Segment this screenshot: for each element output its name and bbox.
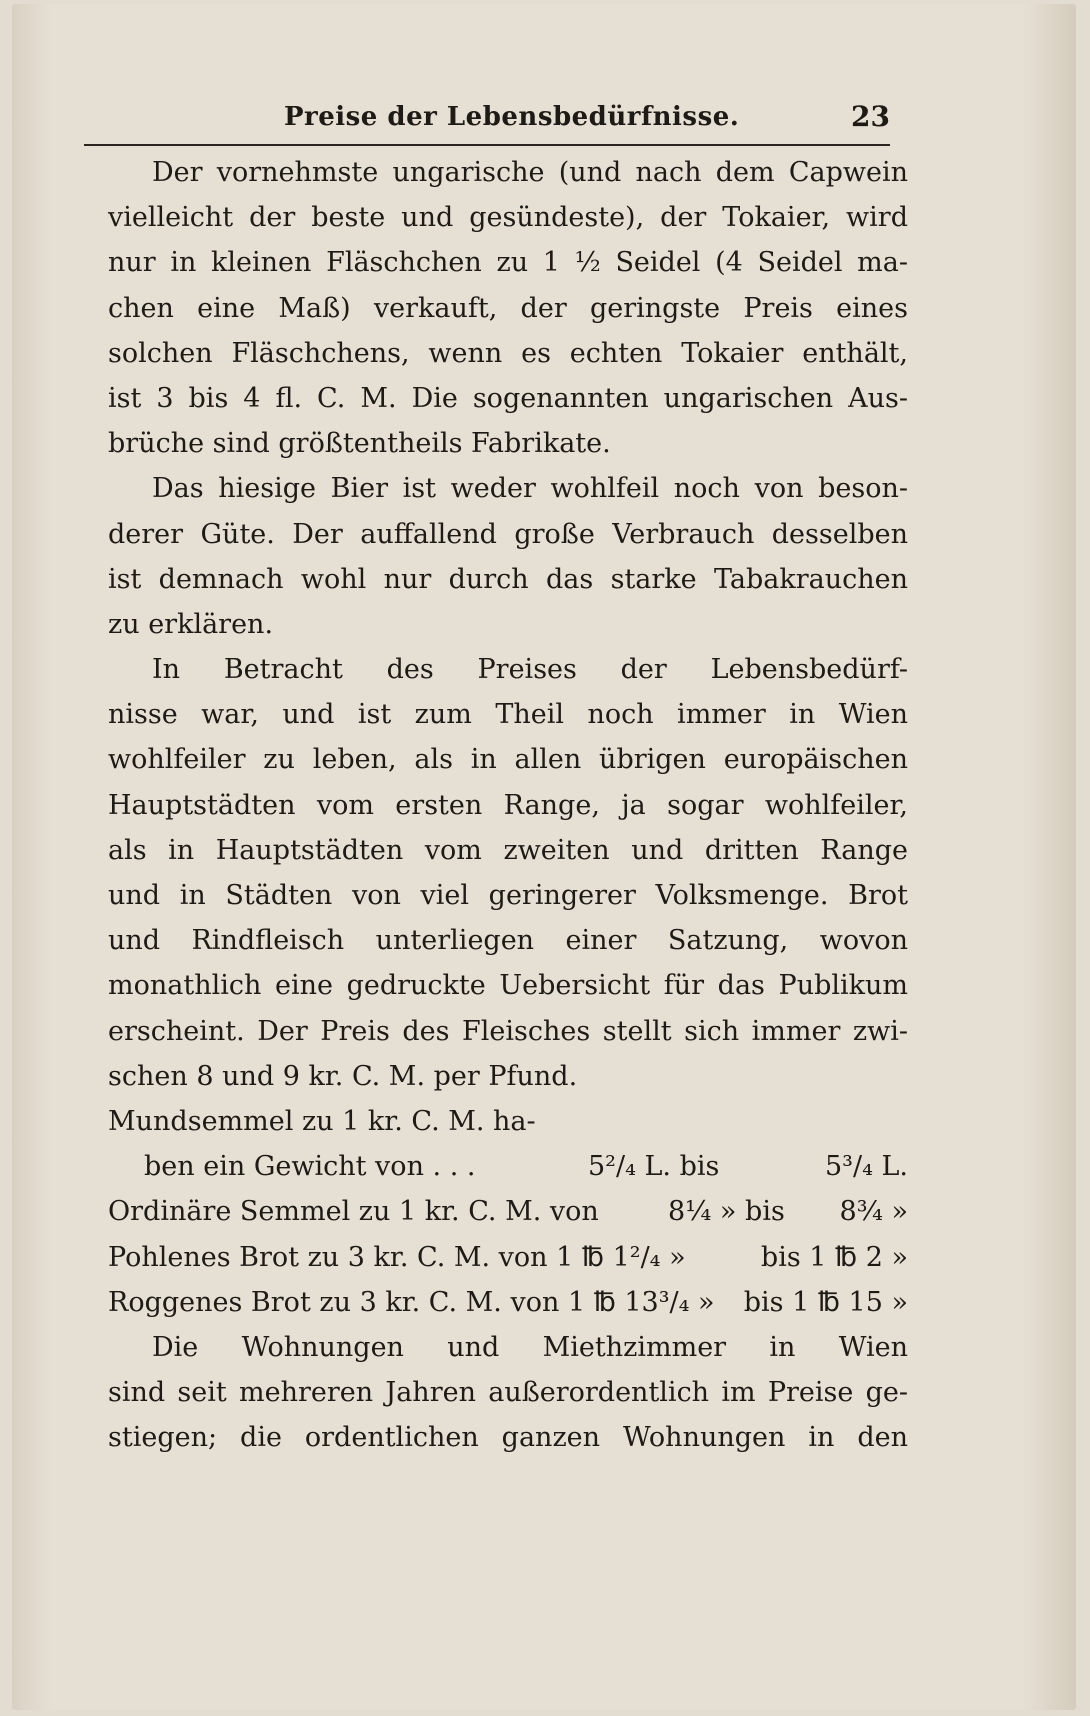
- table-from: 5²/₄ L. bis: [588, 1151, 720, 1183]
- text-line: wohlfeiler zu leben, als in allen übrigen europäischen: [108, 744, 908, 776]
- text-line: Die Wohnungen und Miethzimmer in Wien: [152, 1331, 908, 1363]
- table-to: 8¾ »: [839, 1196, 908, 1228]
- text-line: In Betracht des Preises der Lebensbedürf-: [152, 654, 908, 686]
- text-line: stiegen; die ordentlichen ganzen Wohnungen in den: [108, 1422, 908, 1454]
- page-header: [84, 96, 890, 146]
- table-to: 5³/₄ L.: [824, 1151, 908, 1183]
- text-line: derer Güte. Der auffallend große Verbrauch desselben: [108, 518, 908, 550]
- text-line: und Rindfleisch unterliegen einer Satzung, wovon: [108, 925, 908, 957]
- text-line: ist demnach wohl nur durch das starke Tabakrauchen: [108, 563, 908, 595]
- text-line: nur in kleinen Fläschchen zu 1 ½ Seidel (4 Seidel ma-: [108, 247, 908, 279]
- body-text: [108, 150, 908, 1460]
- text-line: brüche sind größtentheils Fabrikate.: [108, 428, 611, 460]
- page-number: 23: [851, 100, 890, 133]
- table-item: Ordinäre Semmel zu 1 kr. C. M. von: [108, 1196, 599, 1228]
- running-title: Preise der Lebensbedürfnisse.: [284, 102, 740, 132]
- table-from: 8¼ » bis: [668, 1196, 785, 1228]
- text-line: vielleicht der beste und gesündeste), der Tokaier, wird: [108, 202, 908, 234]
- text-line: als in Hauptstädten vom zweiten und dritten Range: [108, 834, 908, 866]
- text-line: erscheint. Der Preis des Fleisches stellt sich immer zwi-: [108, 1015, 908, 1047]
- text-line: nisse war, und ist zum Theil noch immer in Wien: [108, 699, 908, 731]
- text-line: chen eine Maß) verkauft, der geringste Preis eines: [108, 292, 908, 324]
- table-item: Roggenes Brot zu 3 kr. C. M. von 1 ℔ 13³/₄ »: [108, 1286, 715, 1318]
- text-line: zu erklären.: [108, 608, 274, 640]
- text-line: und in Städten von viel geringerer Volksmenge. Brot: [108, 880, 908, 911]
- table-row: [108, 1144, 908, 1189]
- text-line: ist 3 bis 4 fl. C. M. Die sogenannten ungarischen Aus-: [108, 382, 908, 414]
- table-to: bis 1 ℔ 2 »: [760, 1241, 908, 1273]
- text-line: Der vornehmste ungarische (und nach dem Capwein: [152, 157, 908, 188]
- table-to: bis 1 ℔ 15 »: [743, 1286, 908, 1318]
- text-line: Hauptstädten vom ersten Range, ja sogar wohlfeiler,: [108, 789, 908, 821]
- table-row: [108, 1280, 908, 1325]
- text-line: monathlich eine gedruckte Uebersicht für das Publikum: [108, 970, 908, 1002]
- text-line: solchen Fläschchens, wenn es echten Tokaier enthält,: [108, 337, 908, 369]
- table-row: [108, 1189, 908, 1234]
- table-item: Pohlenes Brot zu 3 kr. C. M. von 1 ℔ 1²/₄ »: [108, 1241, 686, 1273]
- table-intro: Mundsemmel zu 1 kr. C. M. ha-: [108, 1105, 536, 1137]
- text-line: sind seit mehreren Jahren außerordentlich im Preise ge-: [108, 1377, 908, 1409]
- table-row: [108, 1235, 908, 1280]
- text-line: Das hiesige Bier ist weder wohlfeil noch von beson-: [152, 473, 908, 505]
- text-line: schen 8 und 9 kr. C. M. per Pfund.: [108, 1060, 578, 1092]
- table-item: ben ein Gewicht von . . .: [144, 1151, 476, 1183]
